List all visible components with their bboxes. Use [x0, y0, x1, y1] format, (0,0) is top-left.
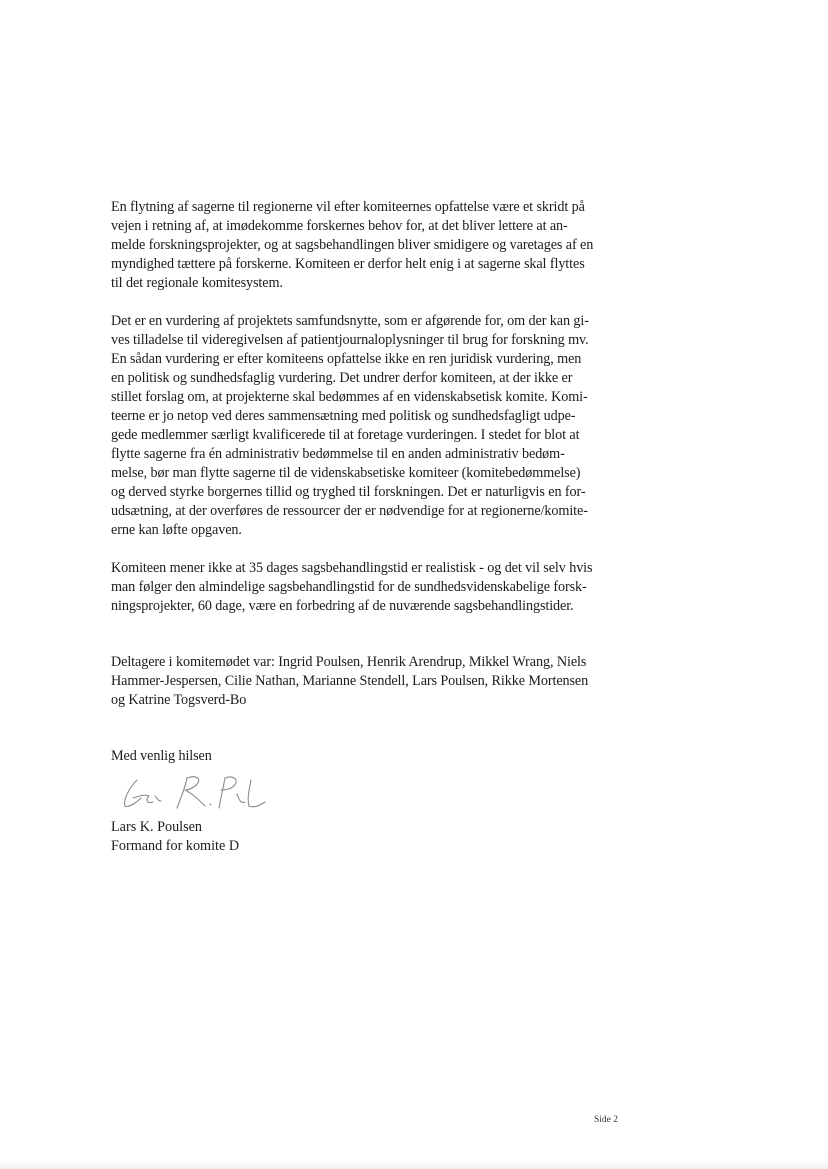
signer-block [111, 818, 631, 856]
scan-edge [0, 1159, 828, 1169]
text-line: og Katrine Togsverd-Bo [111, 692, 247, 708]
text-line: ningsprojekter, 60 dage, være en forbedring af de nuværende sagsbehandlingstider. [111, 598, 574, 614]
text-line: vejen i retning af, at imødekomme forskernes behov for, at det bliver lettere at an- [111, 218, 568, 234]
text-line: En sådan vurdering er efter komiteens opfattelse ikke en ren juridisk vurdering, men [111, 351, 582, 367]
text-line: og derved styrke borgernes tillid og tryghed til forskningen. Det er naturligvis en for- [111, 484, 586, 500]
text-line: En flytning af sagerne til regionerne vil efter komiteernes opfattelse være et skridt på [111, 199, 585, 215]
text-line: melse, bør man flytte sagerne til de videnskabsetiske komiteer (komitebedømmelse) [111, 465, 581, 481]
text-line: myndighed tættere på forskerne. Komiteen er derfor helt enig i at sagerne skal flyttes [111, 256, 585, 272]
paragraph-regional-transfer [111, 198, 631, 293]
text-line: til det regionale komitesystem. [111, 275, 283, 291]
text-line: erne kan løfte opgaven. [111, 522, 242, 538]
text-line: en politisk og sundhedsfaglig vurdering. Det undrer derfor komiteen, at der ikke er [111, 370, 573, 386]
text-line: Deltagere i komitemødet var: Ingrid Poulsen, Henrik Arendrup, Mikkel Wrang, Niels [111, 654, 587, 670]
paragraph-participants [111, 653, 631, 710]
text-line: Komiteen mener ikke at 35 dages sagsbehandlingstid er realistisk - og det vil selv hvis [111, 560, 593, 576]
handwritten-signature [115, 768, 275, 816]
text-line: gede medlemmer særligt kvalificerede til at foretage vurderingen. I stedet for blot at [111, 427, 580, 443]
signer-title: Formand for komite D [111, 838, 240, 854]
text-line: melde forskningsprojekter, og at sagsbehandlingen bliver smidigere og varetages af en [111, 237, 594, 253]
paragraph-processing-time [111, 559, 631, 616]
paragraph-societal-benefit [111, 312, 631, 540]
text-line: udsætning, at der overføres de ressourcer der er nødvendige for at regionerne/komite- [111, 503, 588, 519]
closing-greeting: Med venlig hilsen [111, 748, 212, 764]
text-line: man følger den almindelige sagsbehandlingstid for de sundhedsvidenskabelige forsk- [111, 579, 587, 595]
text-line: Hammer-Jespersen, Cilie Nathan, Marianne Stendell, Lars Poulsen, Rikke Mortensen [111, 673, 589, 689]
text-line: flytte sagerne fra én administrativ bedømmelse til en anden administrativ bedøm- [111, 446, 565, 462]
text-line: ves tilladelse til videregivelsen af patientjournaloplysninger til brug for forskning mv. [111, 332, 589, 348]
signer-name: Lars K. Poulsen [111, 819, 203, 835]
page-number: Side 2 [594, 1115, 619, 1125]
text-line: Det er en vurdering af projektets samfundsnytte, som er afgørende for, om der kan gi- [111, 313, 589, 329]
letter-body [111, 198, 631, 856]
text-line: stillet forslag om, at projekterne skal bedømmes af en videnskabsetisk komite. Komi- [111, 389, 588, 405]
text-line: teerne er jo netop ved deres sammensætning med politisk og sundhedsfagligt udpe- [111, 408, 576, 424]
